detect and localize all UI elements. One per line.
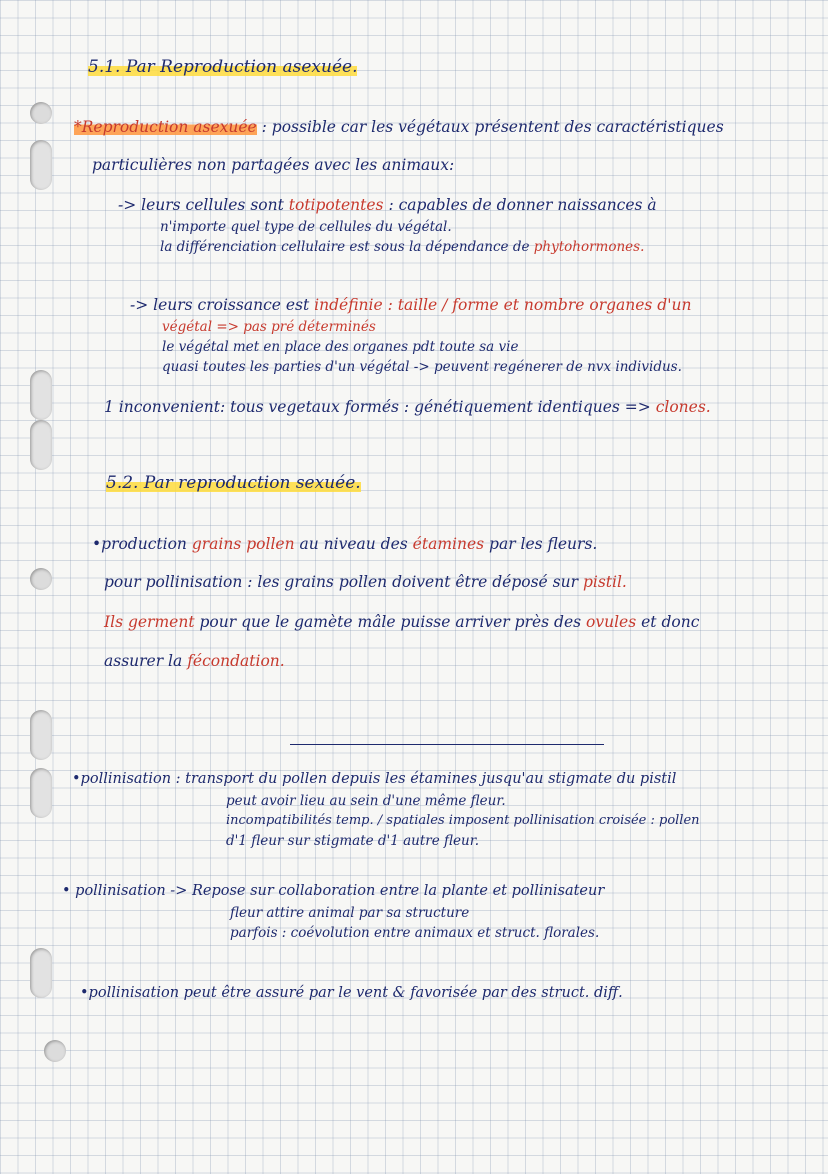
separator-line: [290, 744, 604, 745]
pollinisation-collab-line-1: • pollinisation -> Repose sur collaboration entre la plante et pollinisateur: [62, 883, 605, 899]
bullet-totipotentes-line-2: n'importe quel type de cellules du végétal.: [160, 219, 452, 235]
pollinisation-def-line-3: incompatibilités temp. / spatiales imposent pollinisation croisée : pollen: [226, 813, 700, 828]
section-heading-5-2: 5.2. Par reproduction sexuée.: [106, 473, 361, 493]
definition-line-2: particulières non partagées avec les animaux:: [92, 156, 455, 174]
binder-hole: [30, 102, 52, 124]
definition-line-1: *Reproduction asexuée : possible car les végétaux présentent des caractéristiques: [74, 118, 724, 136]
binder-slot: [30, 710, 52, 760]
binder-slot: [30, 948, 52, 998]
paragraph-line-3: Ils germent pour que le gamète mâle puisse arriver près des ovules et donc: [104, 613, 700, 631]
inconvenient-line: 1 inconvenient: tous vegetaux formés : génétiquement identiques => clones.: [104, 398, 711, 416]
binder-slot: [30, 370, 52, 420]
binder-slot: [30, 140, 52, 190]
bullet-croissance-line-2: végétal => pas pré déterminés: [162, 319, 376, 335]
bullet-totipotentes: -> leurs cellules sont totipotentes : capables de donner naissances à: [118, 196, 657, 214]
binder-slot: [30, 768, 52, 818]
binder-slot: [30, 420, 52, 470]
binder-hole: [44, 1040, 66, 1062]
pollinisation-def-line-2: peut avoir lieu au sein d'une même fleur.: [226, 793, 506, 809]
pollinisation-collab-line-3: parfois : coévolution entre animaux et struct. florales.: [230, 925, 600, 941]
bullet-croissance-line-4: quasi toutes les parties d'un végétal -> peuvent regénerer de nvx individus.: [162, 359, 682, 375]
bullet-croissance: -> leurs croissance est indéfinie : taille / forme et nombre organes d'un: [130, 296, 692, 314]
pollinisation-def-line-4: d'1 fleur sur stigmate d'1 autre fleur.: [226, 833, 479, 849]
paragraph-line-4: assurer la fécondation.: [104, 652, 285, 670]
pollinisation-vent-line: •pollinisation peut être assuré par le vent & favorisée par des struct. diff.: [80, 985, 623, 1001]
paragraph-line-1: •production grains pollen au niveau des étamines par les fleurs.: [92, 535, 598, 553]
bullet-croissance-line-3: le végétal met en place des organes pdt toute sa vie: [162, 339, 519, 355]
section-heading-5-1: 5.1. Par Reproduction asexuée.: [88, 57, 358, 77]
pollinisation-def-line-1: •pollinisation : transport du pollen depuis les étamines jusqu'au stigmate du pistil: [72, 771, 677, 787]
bullet-totipotentes-line-3: la différenciation cellulaire est sous la dépendance de phytohormones.: [160, 239, 645, 255]
binder-hole: [30, 568, 52, 590]
pollinisation-collab-line-2: fleur attire animal par sa structure: [230, 905, 470, 921]
paragraph-line-2: pour pollinisation : les grains pollen doivent être déposé sur pistil.: [104, 573, 627, 591]
